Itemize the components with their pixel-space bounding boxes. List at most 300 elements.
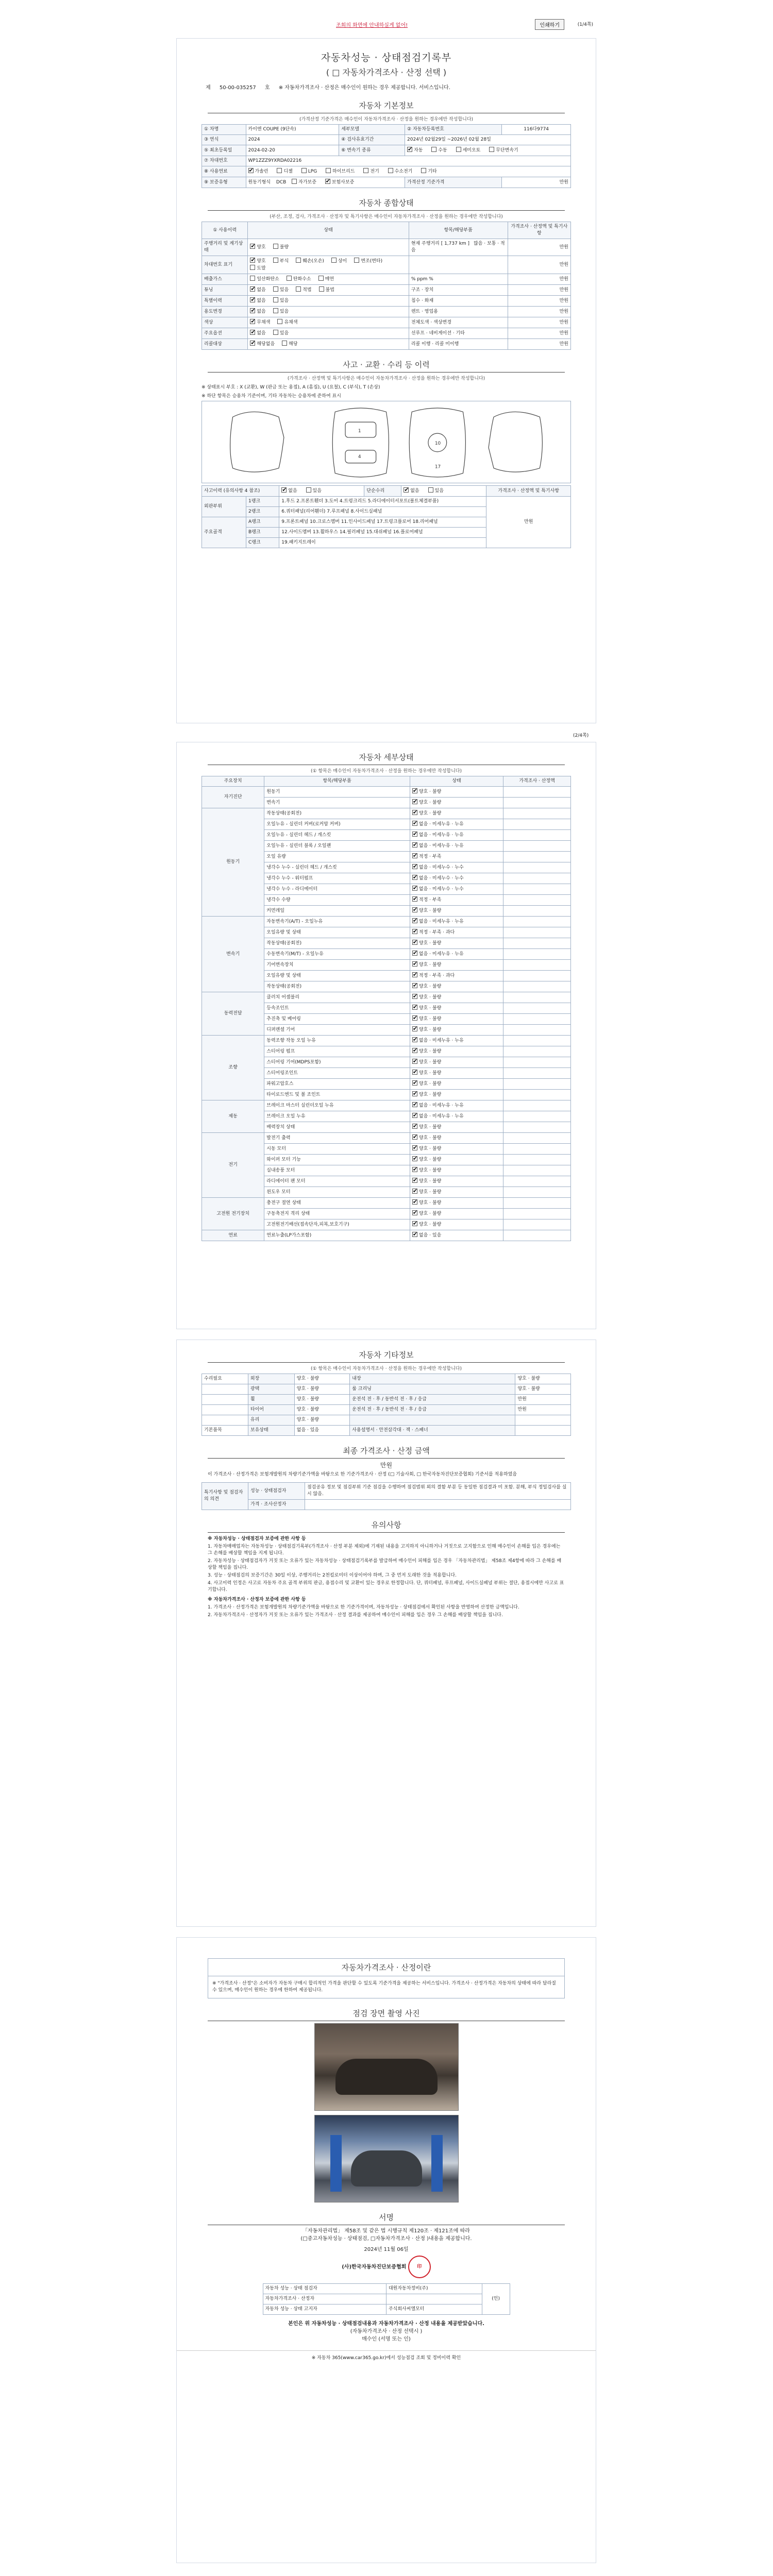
- detail-item: 원동기: [264, 787, 410, 798]
- sign-company: (사)한국자동차진단보증협회 印: [177, 2256, 596, 2278]
- checkbox[interactable]: [250, 319, 255, 324]
- detail-price: [503, 1111, 571, 1122]
- detail-item: 작동상태(공회전): [264, 938, 410, 949]
- detail-price: [503, 1057, 571, 1068]
- price-unit: 만원: [502, 177, 571, 188]
- checkbox[interactable]: [306, 487, 311, 493]
- detail-group-name: 원동기: [202, 808, 264, 917]
- other-cell: 만원: [515, 1405, 571, 1415]
- summary-state: ✔ 없음 있음 적법 불법: [248, 285, 409, 296]
- detail-price: [503, 884, 571, 895]
- checkbox[interactable]: [412, 1178, 417, 1183]
- other-cell: 보유상태: [248, 1426, 294, 1436]
- detail-state: ✔ 양호 · 불량: [410, 1165, 503, 1176]
- summary-price: 만원: [508, 339, 570, 350]
- detail-state: ✔ 없음 · 미세누유 · 누유: [410, 1111, 503, 1122]
- summary-state: ✔양호 부식 훼손(오손) 상이 변조(변타)도말: [248, 256, 409, 274]
- checkbox[interactable]: [412, 983, 417, 988]
- checkbox[interactable]: [296, 286, 301, 292]
- detail-item: 파워고압호스: [264, 1079, 410, 1090]
- checkbox[interactable]: [412, 842, 417, 848]
- car-photo-icon: [335, 2059, 438, 2095]
- price-label: 가격산정 기준가격: [405, 177, 502, 188]
- detail-group-name: 연료: [202, 1230, 264, 1241]
- caution-body: ※ 자동차성능 · 상태점검자 보증에 관한 사항 등 1. 자동차매매업자는 자동차성능 · 상태점검기록부(가격조사 · 산정 부분 제외)에 기재된 내용을 고지하지 아니하거나 거짓으로 고지함으로 인해 매수인이 손해를 입은 경우에는 그 손해를 배상할 책임을 지게 됩니다. 2. 자동차성능 · 상태점검자가 거짓 또는 오류가 있는 자동차성능 · 상태점검기록부를 발급하여 매수인이 피해를 입은 경우 「자동차관리법」 제58조 제4항에 따라 그 손해를 배상할 책임을 집니다. 3. 성능 · 상태점검의 보증기간은 30일 이상, 주행거리는 2천킬로미터 이상이어야 하며, 그 중 먼저 도래한 것을 적용합니다. 4. 사고이력 인정은 사고로 자동차 주요 골격 부위의 판금, 용접수리 및 교환이 있는 경우로 한정합니다. 단, 쿼터패널, 루프패널, 사이드실패널 부위는 절단, 용접시에만 사고로 표기합니다. ※ 자동차가격조사 · 산정자 보증에 관한 사항 등 1. 가격조사 · 산정가격은 보험개발원의 차량기준가액을 바탕으로 한 기준가격이며, 자동차성능 · 상태점검에서 확인된 사항을 반영하여 산정한 금액입니다. 2. 자동차가격조사 · 산정자가 거짓 또는 오류가 있는 가격조사 · 산정 결과를 제공하여 매수인이 피해를 입은 경우 그 손해를 배상할 책임을 집니다.: [208, 1536, 564, 1618]
- table-row: [202, 1036, 571, 1046]
- page-2: [176, 742, 596, 1329]
- checkbox[interactable]: [273, 286, 278, 292]
- detail-price: [503, 992, 571, 1003]
- checkbox[interactable]: [456, 147, 461, 152]
- other-cell: 없음 · 있음: [294, 1426, 349, 1436]
- checkbox[interactable]: [412, 1070, 417, 1075]
- summary-detail: 전체도색 · 색상변경: [409, 317, 508, 328]
- detail-item: 오일유량 및 상태: [264, 927, 410, 938]
- detail-price: [503, 830, 571, 841]
- detail-item: 오일누유 - 실린더 커버(로커암 커버): [264, 819, 410, 830]
- other-cell: [202, 1384, 248, 1395]
- checkbox[interactable]: [404, 487, 409, 493]
- col-detail: 항목/해당부품: [409, 222, 508, 239]
- checkbox[interactable]: [287, 276, 292, 281]
- checkbox[interactable]: [331, 258, 337, 263]
- detail-item: 수동변속기(M/T) - 오일누유: [264, 949, 410, 960]
- summary-state: ✔ 없음 있음: [248, 296, 409, 307]
- reg-no: 116다9774: [502, 125, 571, 135]
- notice-link[interactable]: 조회의 화면에 안내하실게 없어!: [336, 23, 408, 28]
- detail-state: ✔ 없음 · 미세누유 · 누유: [410, 1100, 503, 1111]
- detail-col-price: 가격조사 · 산정액: [503, 776, 571, 787]
- checkbox[interactable]: [407, 147, 412, 152]
- opinion-col2: 가격 · 조사산정자: [248, 1500, 305, 1510]
- detail-group-name: 조향: [202, 1036, 264, 1100]
- other-cell: [202, 1405, 248, 1415]
- detail-price: [503, 873, 571, 884]
- detail-price: [503, 971, 571, 981]
- detail-price: [503, 1003, 571, 1014]
- outer-label: 외판부위: [202, 497, 246, 517]
- checkbox[interactable]: [412, 1091, 417, 1096]
- detail-state: ✔ 양호 · 불량: [410, 1176, 503, 1187]
- checkbox[interactable]: [363, 168, 368, 173]
- buyer-confirm: 본인은 위 자동차성능 · 상태점검내용과 자동차가격조사 · 산정 내용을 제공받았습니다. (자동차가격조사 · 산정 선택시 ) 매수인 (서명 또는 인): [288, 2321, 484, 2342]
- detail-state: ✔ 양호 · 불량: [410, 938, 503, 949]
- summary-item-label: 튜닝: [202, 285, 248, 296]
- sign-table: 자동차 성능 · 상태 점검자 대원자동차정비(주) (인) 자동차가격조사 · 산정자 자동차 성능 · 상태 고지자 주식회사씨엘모터: [263, 2283, 510, 2315]
- summary-detail: % ppm %: [409, 274, 508, 285]
- detail-price: [503, 1198, 571, 1209]
- checkbox[interactable]: [273, 244, 278, 249]
- table-row: [202, 917, 571, 927]
- summary-heading: 자동차 종합상태: [208, 197, 565, 211]
- other-cell: 양호 · 불량: [294, 1384, 349, 1395]
- detail-item: 냉각수 누수 - 워터펌프: [264, 873, 410, 884]
- checkbox[interactable]: [412, 961, 417, 967]
- detail-price: [503, 862, 571, 873]
- detail-price: [503, 1144, 571, 1155]
- detail-state: ✔ 없음 · 미세누수 · 누수: [410, 873, 503, 884]
- summary-state: ✔ 없음 있음: [248, 307, 409, 317]
- summary-detail: 렌트 · 영업용: [409, 307, 508, 317]
- footer-link[interactable]: ※ 자동차 365(www.car365.go.kr)에서 성능점검 조회 및 정비이력 확인: [177, 2350, 596, 2361]
- detail-group-name: 자기진단: [202, 787, 264, 808]
- table-row: [202, 1374, 571, 1384]
- other-cell: 운전석 전 · 후 / 동반석 전 · 후 / 응급: [350, 1395, 515, 1405]
- summary-sub: (부산, 조정, 검사, 가격조사 · 산정자 및 특기사항은 매수인이 자동차가격조사 · 산정을 원하는 경우에만 작성합니다): [270, 214, 503, 219]
- checkbox[interactable]: [250, 330, 255, 335]
- checkbox[interactable]: [412, 1145, 417, 1150]
- checkbox[interactable]: [250, 258, 255, 263]
- checkbox[interactable]: [250, 276, 255, 281]
- photos-heading: 점검 장면 촬영 사진: [208, 2008, 565, 2021]
- inspect-label: ④ 검사유효기간: [339, 135, 405, 145]
- detail-item: 작동상태(공회전): [264, 981, 410, 992]
- detail-price: [503, 787, 571, 798]
- checkbox[interactable]: [273, 308, 278, 313]
- table-row: [202, 1426, 571, 1436]
- detail-price: [503, 1219, 571, 1230]
- checkbox[interactable]: [248, 168, 254, 173]
- checkbox[interactable]: [412, 1199, 417, 1205]
- summary-item-label: 특별이력: [202, 296, 248, 307]
- year: 2024: [246, 135, 339, 145]
- checkbox[interactable]: [412, 1026, 417, 1031]
- checkbox[interactable]: [412, 810, 417, 815]
- other-cell: [202, 1395, 248, 1405]
- detail-state: ✔ 양호 · 불량: [410, 1003, 503, 1014]
- main-label: 주요골격: [202, 517, 246, 548]
- checkbox[interactable]: [421, 168, 426, 173]
- detail-state: ✔ 양호 · 불량: [410, 1198, 503, 1209]
- other-cell: 타이어: [248, 1405, 294, 1415]
- checkbox[interactable]: [292, 179, 297, 184]
- summary-price: 만원: [508, 256, 570, 274]
- summary-price: 만원: [508, 328, 570, 339]
- detail-state: ✔ 양호 · 불량: [410, 1122, 503, 1133]
- detail-price: [503, 981, 571, 992]
- rank1-items: 1.후드 2.프론트휀더 3.도어 4.트렁크리드 5.라디에이터서포트(볼트체결부품): [279, 497, 486, 507]
- detail-price: [503, 1046, 571, 1057]
- summary-detail: [409, 256, 508, 274]
- other-cell: 양호 · 불량: [515, 1384, 571, 1395]
- detail-item: 브레이크 마스터 실린더오일 누유: [264, 1100, 410, 1111]
- checkbox[interactable]: [388, 168, 393, 173]
- other-cell: 내장: [350, 1374, 515, 1384]
- other-cell: 외장: [248, 1374, 294, 1384]
- table-row: [202, 274, 571, 285]
- other-cell: 유리: [248, 1415, 294, 1426]
- checkbox[interactable]: [412, 886, 417, 891]
- summary-price: 만원: [508, 296, 570, 307]
- table-row: [202, 307, 571, 317]
- checkbox[interactable]: [412, 1210, 417, 1215]
- document-title: 자동차성능 · 상태점검기록부: [321, 52, 452, 63]
- checkbox[interactable]: [412, 1048, 417, 1053]
- detail-group-name: 동력전달: [202, 992, 264, 1036]
- seal-icon: 印: [408, 2256, 431, 2278]
- detail-item: 추진축 및 베어링: [264, 1014, 410, 1025]
- detail-price: [503, 841, 571, 852]
- checkbox[interactable]: [412, 907, 417, 912]
- checkbox[interactable]: [250, 308, 255, 313]
- lift-icon: [330, 2135, 342, 2192]
- trans-options: ✔ 자동 수동 세미오토 무단변속기: [405, 145, 571, 156]
- other-cell: 기본품목: [202, 1426, 248, 1436]
- checkbox[interactable]: [326, 168, 331, 173]
- detail-state: ✔ 양호 · 불량: [410, 1209, 503, 1219]
- table-row: [202, 285, 571, 296]
- checkbox[interactable]: [277, 168, 282, 173]
- summary-detail: 리콜 이행 · 리콜 미이행: [409, 339, 508, 350]
- table-row: [202, 339, 571, 350]
- table-row: [202, 1133, 571, 1144]
- checkbox[interactable]: [412, 1015, 417, 1021]
- car-diagram-icon: [202, 401, 570, 484]
- detail-table: [201, 776, 571, 1241]
- detail-state: ✔ 적정 · 부족 · 과다: [410, 971, 503, 981]
- checkbox[interactable]: [412, 799, 417, 804]
- checkbox[interactable]: [412, 1167, 417, 1172]
- checkbox[interactable]: [412, 821, 417, 826]
- checkbox[interactable]: [412, 951, 417, 956]
- checkbox[interactable]: [412, 994, 417, 999]
- detail-col-item: 항목/해당부품: [264, 776, 410, 787]
- detail-item: 고전원전기배선(접속단자,피복,보호기구): [264, 1219, 410, 1230]
- detail-group-name: 제동: [202, 1100, 264, 1133]
- checkbox[interactable]: [296, 258, 301, 263]
- reg-no-label: ② 자동차등록번호: [405, 125, 502, 135]
- summary-state: ✔ 없음 있음: [248, 328, 409, 339]
- checkbox[interactable]: [412, 1037, 417, 1042]
- checkbox[interactable]: [250, 286, 255, 292]
- checkbox[interactable]: [250, 297, 255, 302]
- col-price: 가격조사 · 산정액 및 특기사항: [508, 222, 570, 239]
- page-number-1: (1/4쪽): [577, 22, 593, 27]
- detail-item: 동력조향 작동 오일 누유: [264, 1036, 410, 1046]
- basic-heading: 자동차 기본정보: [208, 100, 565, 113]
- detail-item: 등속조인트: [264, 1003, 410, 1014]
- table-row: [202, 1230, 571, 1241]
- repair-label: 단순수리: [364, 486, 401, 497]
- rankB: B랭크: [246, 528, 279, 538]
- detail-price: [503, 938, 571, 949]
- opinion-text2: [305, 1500, 571, 1510]
- opinion-table: [201, 1482, 571, 1510]
- other-cell: 양호 · 불량: [515, 1374, 571, 1384]
- basic-table: [201, 124, 571, 188]
- final-note: 이 가격조사 · 산정가격은 보험개발원의 차량기준가액을 바탕으로 한 기준가격조사 · 산정 (□ 기술사회, □ 한국자동차진단보증협회) 기준서를 적용하였음: [208, 1472, 517, 1477]
- checkbox[interactable]: [319, 286, 324, 292]
- top-bar: [176, 18, 596, 38]
- detail-price: [503, 895, 571, 906]
- detail-price: [503, 1025, 571, 1036]
- checkbox[interactable]: [412, 1189, 417, 1194]
- other-cell: 광택: [248, 1384, 294, 1395]
- checkbox[interactable]: [250, 244, 255, 249]
- detail-price: [503, 808, 571, 819]
- detail-state: ✔ 적정 · 부족: [410, 852, 503, 862]
- detail-group-name: 고전원 전기장치: [202, 1198, 264, 1230]
- checkbox[interactable]: [412, 1124, 417, 1129]
- accident-heading: 사고 · 교환 · 수리 등 이력: [208, 359, 565, 372]
- detail-price: [503, 1068, 571, 1079]
- checkbox[interactable]: [250, 341, 255, 346]
- detail-price: [503, 949, 571, 960]
- print-button[interactable]: 인쇄하기: [535, 19, 564, 30]
- fuel-label: ⑧ 사용연료: [202, 166, 246, 177]
- checkbox[interactable]: [250, 265, 255, 270]
- accident-price-col: 가격조사 · 산정액 및 특기사항: [486, 486, 571, 497]
- summary-detail: 선루프 · 네비게이션 · 기타: [409, 328, 508, 339]
- checkbox[interactable]: [412, 896, 417, 902]
- vin: WP1ZZZ9YXRDA02216: [246, 156, 570, 166]
- checkbox[interactable]: [412, 864, 417, 869]
- notice2-heading: 자동차가격조사 · 산정이란: [208, 1958, 565, 1976]
- detail-item: 실내송풍 모터: [264, 1165, 410, 1176]
- other-cell: 양호 · 불량: [294, 1415, 349, 1426]
- document-subtitle: ( □ 자동차가격조사 · 산정 선택 ): [326, 67, 447, 77]
- detail-item: 윈도우 모터: [264, 1187, 410, 1198]
- other-cell: 룸 크리닝: [350, 1384, 515, 1395]
- detail-item: 커먼레일: [264, 906, 410, 917]
- checkbox[interactable]: [412, 940, 417, 945]
- table-row: [202, 1100, 571, 1111]
- summary-item-label: 주행거리 및 계기상태: [202, 239, 248, 256]
- other-cell: [350, 1415, 515, 1426]
- history-label: 사고이력 (유의사항 4 참조): [202, 486, 279, 497]
- summary-detail: 구조 · 장치: [409, 285, 508, 296]
- fuel-options: ✔ 가솔린 디젤 LPG 하이브리드 전기 수소전기 기타: [246, 166, 570, 177]
- checkbox[interactable]: [412, 1059, 417, 1064]
- checkbox[interactable]: [273, 330, 278, 335]
- summary-item-label: 차대번호 표기: [202, 256, 248, 274]
- no-note: ※ 자동차가격조사 · 산정은 매수인이 원하는 경우 제공합니다. 서비스입니다.: [278, 85, 450, 91]
- detail-item: 라디에이터 팬 모터: [264, 1176, 410, 1187]
- summary-table: [201, 222, 571, 350]
- checkbox[interactable]: [301, 168, 307, 173]
- detail-state: ✔ 양호 · 불량: [410, 1057, 503, 1068]
- checkbox[interactable]: [412, 929, 417, 934]
- rank2: 2랭크: [246, 507, 279, 517]
- checkbox[interactable]: [412, 1221, 417, 1226]
- page-3: [176, 1340, 596, 1927]
- checkbox[interactable]: [412, 1080, 417, 1086]
- final-heading: 최종 가격조사 · 산정 금액: [208, 1445, 565, 1459]
- checkbox[interactable]: [431, 147, 436, 152]
- detail-item: 타이로드엔드 및 볼 조인트: [264, 1090, 410, 1100]
- checkbox[interactable]: [412, 1156, 417, 1161]
- rank1: 1랭크: [246, 497, 279, 507]
- other-cell: 휠: [248, 1395, 294, 1405]
- svg-text:4: 4: [358, 454, 361, 460]
- checkbox[interactable]: [277, 319, 282, 324]
- detail-price: [503, 1230, 571, 1241]
- svg-text:17: 17: [434, 464, 441, 470]
- other-cell: 운전석 전 · 후 / 동반석 전 · 후 / 응급: [350, 1405, 515, 1415]
- table-row: [202, 317, 571, 328]
- checkbox[interactable]: [412, 875, 417, 880]
- checkbox[interactable]: [273, 297, 278, 302]
- warranty-label: ⑨ 보증유형: [202, 177, 246, 188]
- detail-state: ✔ 없음 · 있음: [410, 1230, 503, 1241]
- checkbox[interactable]: [412, 832, 417, 837]
- detail-state: ✔ 양호 · 불량: [410, 808, 503, 819]
- accident-legend-1: ※ 상태표시 부호 : X (교환), W (판금 또는 용접), A (흠집), U (요철), C (부식), T (손상): [201, 385, 380, 390]
- detail-price: [503, 852, 571, 862]
- final-amount: 만원: [380, 1462, 393, 1469]
- other-cell: 양호 · 불량: [294, 1395, 349, 1405]
- detail-state: ✔ 없음 · 미세누수 · 누수: [410, 862, 503, 873]
- checkbox[interactable]: [273, 258, 278, 263]
- checkbox[interactable]: [318, 276, 324, 281]
- detail-state: ✔ 양호 · 불량: [410, 906, 503, 917]
- summary-price: 만원: [508, 239, 570, 256]
- checkbox[interactable]: [412, 918, 417, 923]
- other-cell: 양호 · 불량: [294, 1405, 349, 1415]
- checkbox[interactable]: [281, 487, 287, 493]
- detail-item: 스티어링 펌프: [264, 1046, 410, 1057]
- detail-col-state: 상태: [410, 776, 503, 787]
- detail-item: 충전구 절연 상태: [264, 1198, 410, 1209]
- detail-group-name: 전기: [202, 1133, 264, 1198]
- inspect-period: 2024년 02월29일 ~2026년 02월 28일: [405, 135, 571, 145]
- checkbox[interactable]: [489, 147, 494, 152]
- detail-item: 냉각수 누수 - 라디에이터: [264, 884, 410, 895]
- detail-state: ✔ 양호 · 불량: [410, 1187, 503, 1198]
- detail-price: [503, 906, 571, 917]
- sign-heading: 서명: [208, 2212, 565, 2225]
- checkbox[interactable]: [412, 1113, 417, 1118]
- checkbox[interactable]: [412, 1134, 417, 1140]
- detail-item: 냉각수 수량: [264, 895, 410, 906]
- checkbox[interactable]: [412, 788, 417, 793]
- detail-state: ✔ 양호 · 불량: [410, 1079, 503, 1090]
- detail-state: ✔ 양호 · 불량: [410, 960, 503, 971]
- table-row: [202, 239, 571, 256]
- detail-heading: 자동차 세부상태: [208, 752, 565, 765]
- checkbox[interactable]: [354, 258, 359, 263]
- other-cell: [515, 1415, 571, 1426]
- checkbox[interactable]: [325, 179, 330, 184]
- checkbox[interactable]: [412, 1102, 417, 1107]
- detail-price: [503, 1187, 571, 1198]
- no-value: 50-00-035257: [219, 85, 256, 91]
- checkbox[interactable]: [412, 1232, 417, 1237]
- rankA: A랭크: [246, 517, 279, 528]
- detail-item: 발전기 출력: [264, 1133, 410, 1144]
- car-diagram: [201, 401, 571, 483]
- summary-price: 만원: [508, 307, 570, 317]
- detail-item: 변속기: [264, 798, 410, 808]
- detail-state: ✔ 양호 · 불량: [410, 1014, 503, 1025]
- summary-state: ✔ 해당없음 해당: [248, 339, 409, 350]
- checkbox[interactable]: [412, 1005, 417, 1010]
- trans-label: ⑥ 변속기 종류: [339, 145, 405, 156]
- checkbox[interactable]: [282, 341, 287, 346]
- checkbox[interactable]: [412, 972, 417, 977]
- other-cell: 사용설명서 · 안전삼각대 · 잭 · 스패너: [350, 1426, 515, 1436]
- summary-price: 만원: [508, 317, 570, 328]
- rankA-items: 9.프론트패널 10.크로스멤버 11.인사이드패널 17.트렁크플로어 18.리어패널: [279, 517, 486, 528]
- detail-state: ✔ 양호 · 불량: [410, 1133, 503, 1144]
- checkbox[interactable]: [428, 487, 433, 493]
- svg-text:1: 1: [358, 429, 361, 434]
- detail-item: 시동 모터: [264, 1144, 410, 1155]
- detail-state: ✔ 적정 · 부족: [410, 895, 503, 906]
- summary-detail: 침수 · 화재: [409, 296, 508, 307]
- detail-state: ✔ 양호 · 불량: [410, 1068, 503, 1079]
- checkbox[interactable]: [412, 853, 417, 858]
